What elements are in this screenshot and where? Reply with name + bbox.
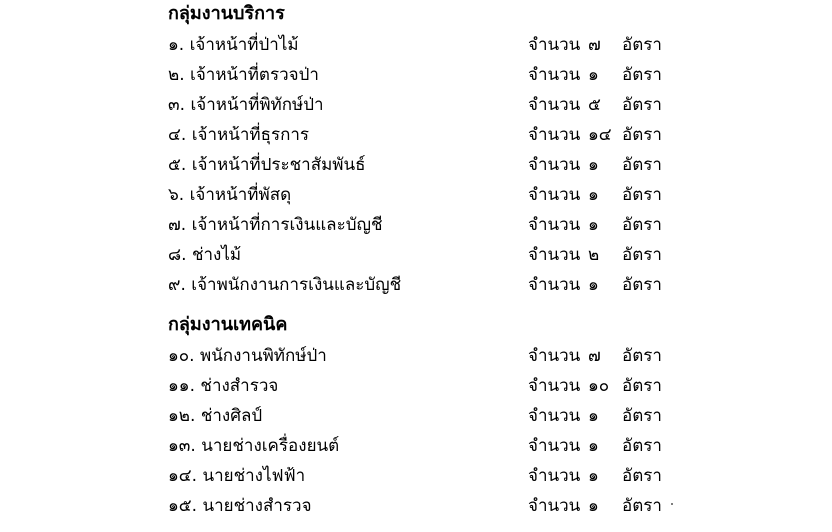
position-name: ช่างศิลป์: [200, 406, 263, 426]
position-name: นายช่างสำรวจ: [202, 496, 312, 516]
list-item: [0, 62, 832, 88]
position-name: เจ้าพนักงานการเงินและบัญชี: [191, 275, 402, 295]
count-value: ๑: [588, 436, 599, 456]
list-item: [0, 493, 832, 519]
unit-label: อัตรา: [622, 125, 662, 145]
count-value: ๑: [588, 466, 599, 486]
list-item: [0, 122, 832, 148]
count-label: จำนวน: [528, 125, 581, 145]
unit-label: อัตรา: [622, 65, 662, 85]
count-value: ๗: [588, 35, 601, 55]
position-name: นายช่างเครื่องยนต์: [201, 436, 340, 456]
count-value: ๑๐: [588, 376, 610, 396]
count-label: จำนวน: [528, 436, 581, 456]
unit-label: อัตรา: [622, 275, 662, 295]
item-number: ๑๔.: [168, 466, 198, 486]
position-name: นายช่างไฟฟ้า: [202, 466, 306, 486]
count-value: ๑: [588, 65, 599, 85]
unit-label: อัตรา: [622, 215, 662, 235]
list-item: [0, 373, 832, 399]
item-number: ๖.: [168, 185, 185, 205]
item-number: ๒.: [168, 65, 185, 85]
list-item: [0, 463, 832, 489]
unit-label: อัตรา: [622, 496, 662, 516]
count-label: จำนวน: [528, 406, 581, 426]
count-label: จำนวน: [528, 65, 581, 85]
list-item: [0, 343, 832, 369]
item-number: ๗.: [168, 215, 187, 235]
item-number: ๑๒.: [168, 406, 196, 426]
unit-label: อัตรา: [622, 95, 662, 115]
count-value: ๑: [588, 275, 599, 295]
list-item: [0, 242, 832, 268]
count-label: จำนวน: [528, 185, 581, 205]
count-value: ๑: [588, 155, 599, 175]
count-label: จำนวน: [528, 245, 581, 265]
count-label: จำนวน: [528, 35, 581, 55]
unit-label: อัตรา: [622, 346, 662, 366]
item-number: ๑๕.: [168, 496, 198, 516]
count-value: ๕: [588, 95, 601, 115]
item-number: ๓.: [168, 95, 186, 115]
count-value: ๑: [588, 215, 599, 235]
count-label: จำนวน: [528, 215, 581, 235]
unit-label: อัตรา: [622, 155, 662, 175]
item-number: ๘.: [168, 245, 187, 265]
count-value: ๗: [588, 346, 601, 366]
section-heading-technical: กลุ่มงานเทคนิค: [168, 314, 288, 335]
item-number: ๕.: [168, 155, 187, 175]
item-number: ๑๐.: [168, 346, 195, 366]
item-number: ๙.: [168, 275, 186, 295]
unit-label: อัตรา: [622, 376, 662, 396]
unit-label: อัตรา: [622, 406, 662, 426]
item-number: ๑.: [168, 35, 185, 55]
position-name: ช่างไม้: [191, 245, 242, 265]
list-item: [0, 32, 832, 58]
count-label: จำนวน: [528, 346, 581, 366]
position-name: เจ้าหน้าที่พิทักษ์ป่า: [190, 95, 324, 115]
unit-label: อัตรา: [622, 436, 662, 456]
position-name: เจ้าหน้าที่ประชาสัมพันธ์: [191, 155, 366, 175]
position-name: เจ้าหน้าที่ธุรการ: [191, 125, 310, 145]
list-item: [0, 272, 832, 298]
item-number: ๔.: [168, 125, 187, 145]
count-label: จำนวน: [528, 275, 581, 295]
count-label: จำนวน: [528, 496, 581, 516]
list-item: [0, 92, 832, 118]
count-value: ๑: [588, 185, 599, 205]
list-item: [0, 182, 832, 208]
count-label: จำนวน: [528, 466, 581, 486]
position-name: ช่างสำรวจ: [200, 376, 279, 396]
item-number: ๑๓.: [168, 436, 196, 456]
position-name: เจ้าหน้าที่ตรวจป่า: [190, 65, 319, 85]
count-value: ๒: [588, 245, 600, 265]
section-heading-services: กลุ่มงานบริการ: [168, 3, 285, 24]
count-value: ๑: [588, 406, 599, 426]
item-number: ๑๑.: [168, 376, 195, 396]
position-name: พนักงานพิทักษ์ป่า: [199, 346, 327, 366]
unit-label: อัตรา: [622, 185, 662, 205]
list-item: [0, 403, 832, 429]
position-name: เจ้าหน้าที่พัสดุ: [189, 185, 292, 205]
list-item: [0, 152, 832, 178]
position-name: เจ้าหน้าที่การเงินและบัญชี: [191, 215, 383, 235]
position-name: เจ้าหน้าที่ป่าไม้: [189, 35, 299, 55]
unit-label: อัตรา: [622, 35, 662, 55]
count-label: จำนวน: [528, 376, 581, 396]
unit-label: อัตรา: [622, 466, 662, 486]
scan-speck: [671, 503, 673, 505]
list-item: [0, 433, 832, 459]
count-value: ๑: [588, 496, 599, 516]
count-label: จำนวน: [528, 155, 581, 175]
unit-label: อัตรา: [622, 245, 662, 265]
count-label: จำนวน: [528, 95, 581, 115]
list-item: [0, 212, 832, 238]
count-value: ๑๔: [588, 125, 612, 145]
